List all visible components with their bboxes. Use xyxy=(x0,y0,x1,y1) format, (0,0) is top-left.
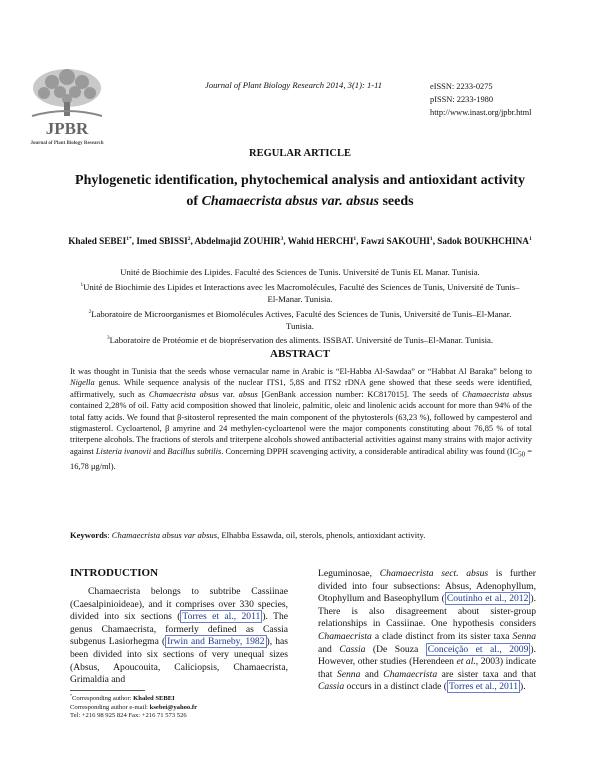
keywords-italic: Chamaecrista absus var absus xyxy=(111,530,218,540)
citation-link[interactable]: Irwin and Barneby, 1982 xyxy=(167,636,265,648)
author-name: Abdelmajid ZOUHIR xyxy=(194,236,281,247)
abstract-heading: ABSTRACT xyxy=(270,348,330,360)
email-link[interactable]: ksebei@yahoo.fr xyxy=(149,703,198,711)
pissn: pISSN: 2233-1980 xyxy=(430,95,494,104)
affiliation-line: $^1$Unité de Biochimie des Lipides et Interactions avec les Macromolécules, Faculté des Sciences de Tunis, Université de Tunis–El-Manar. Tunisia. xyxy=(80,281,520,304)
affiliation-line: $^2$Laboratoire de Microorganismes et Biomolécules Actives, Faculté des Sciences de Tunis, Université de Tunis–El-Manar. Tunisia. xyxy=(88,308,512,331)
footnote xyxy=(70,692,197,721)
author-affiliation-mark: 1* xyxy=(126,236,132,242)
journal-url[interactable]: http://www.inast.org/jpbr.html xyxy=(430,108,532,117)
intro-right-column: Leguminosae, Chamaecrista sect. absus is further divided into four subsections: Absus, Adenophyllum, Otophyllum and Baseophyllum ( Coutinho et al., 2012 ). There is also disagreement about sister-group relationships in Cassiinae. One hypothesis considers Chamaecrista a clade distinct from its sister taxa Senna and Cassia (De Souza Conceição et al., 2009 ). However, other studies (Herendeen et al., 2003) indicate that Senna and Chamaecrista are sister taxa and that Cassia occurs in a distinct clade ( Torres et al., 2011 ). xyxy=(318,568,536,693)
author-name: Wahid HERCHI xyxy=(287,236,354,247)
author-list: Khaled $SEBEI^{1*}$, Imed SBISSI$^2$, Abdelmajid ZOUHIR$^3$, Wahid HERCHI$^1$, Fawzi SAKOUHI$^1$, Sadok BOUKHCHINA$^1$ xyxy=(68,236,532,247)
journal-citation: Journal of Plant Biology Research 2014, 3(1): 1-11 xyxy=(205,80,383,90)
title-line-2: of Chamaecrista absus var. absus seeds xyxy=(186,194,414,209)
author-affiliation-mark: 2 xyxy=(187,236,191,242)
affiliation-line: $^3$Laboratoire de Protéomie et de biopréservation des aliments. ISSBAT. Université de Tunis–El-Manar. Tunisia. xyxy=(106,335,494,346)
intro-left-column: Chamaecrista belongs to subtribe Cassiinae (Caesalpinioideae), and it comprises over 330 species, divided into six sections ( Torres et al., 2011 ). The genus Chamaecrista, formerly defined as Cassia subgenus Lasiorhegma ( Irwin and Barneby, 1982 ), has been divided into six sections of very unequal sizes (Absus, Apoucouita, Caliciopsis, Chamaecrista, Grimaldia and xyxy=(70,586,288,686)
introduction-heading: INTRODUCTION xyxy=(70,567,159,579)
journal-logo xyxy=(12,66,122,150)
tree-logo-icon xyxy=(12,66,122,150)
eissn: eISSN: 2233-0275 xyxy=(430,82,493,91)
author-name: Sadok BOUKHCHINA xyxy=(437,236,529,247)
author-name: Khaled SEBEI xyxy=(68,236,127,247)
corresponding-email: Corresponding author e-mail: ksebei@yahoo.fr xyxy=(70,703,198,711)
affiliation-line: Unité de Biochimie des Lipides. Faculté des Sciences de Tunis. Université de Tunis EL Manar. Tunisia. xyxy=(120,267,480,277)
affiliations xyxy=(80,266,520,347)
abstract-body: It was thought in Tunisia that the seeds whose vernacular name in Arabic is “El-Habba Al-Sawdaa” or “Habbat Al Baraka” belong to Nigella genus. While sequence analysis of the nuclear ITS1, 5,8S and ITS2 rDNA gene showed that these seeds were identified, affirmatively, such as Chamaecrista absus var. absus [GenBank accession number: KC817015]. The seeds of Chamaecrista absus contained 2,28% of oil. Fatty acid composition showed that linoleic, palmitic, oleic and linolenic acids account for more than 94% of the total fatty acids. We found that β-sitosterol represented the main component of the phytosterols (63,23 %), followed by campesterol and stigmasterol. Cycloartenol, β amyrine and 24 methylen-cycloartenol were the major components constituting about 76,85 % of total triterpene alcohols. The fractions of sterols and triterpene alcohols showed antibacterial activities against many strains with major activity against Listeria ivanovii and Bacillus subtilis. Concerning DPPH scavenging activity, a considerable antiradical ability was found ($IC_{50} = 16,78$ μg/ml). xyxy=(70,367,532,471)
author-name: Imed SBISSI xyxy=(136,236,188,247)
citation-link[interactable]: Torres et al., 2011 xyxy=(182,611,261,623)
footnote-rule xyxy=(70,690,145,691)
author-affiliation-mark: 1 xyxy=(429,236,433,242)
keywords: Keywords: Chamaecrista absus var absus, Elhabba Essawda, oil, sterols, phenols, antioxidant activity. xyxy=(70,530,426,540)
issn-block xyxy=(430,80,531,119)
keywords-label: Keywords xyxy=(70,530,108,540)
tel-fax: Tel: +216 98 925 824 Fax: +216 71 573 526 xyxy=(70,712,187,720)
author-name: Fawzi SAKOUHI xyxy=(360,236,430,247)
citation-link[interactable]: Torres et al., 2011 xyxy=(448,681,519,693)
corresponding-author: *Corresponding author: Khaled SEBEI xyxy=(70,693,175,703)
citation-link[interactable]: Conceição et al., 2009 xyxy=(427,643,529,655)
author-affiliation-mark: 3 xyxy=(280,236,284,242)
paper-title xyxy=(60,170,540,212)
title-line-1: Phylogenetic identification, phytochemical analysis and antioxidant activity xyxy=(75,173,525,188)
svg-text:Journal of Plant Biology Resea: Journal of Plant Biology Research xyxy=(30,141,104,146)
svg-text:JPBR: JPBR xyxy=(45,119,89,138)
citation-link[interactable]: Coutinho et al., 2012 xyxy=(446,593,529,605)
author-affiliation-mark: 1 xyxy=(353,236,357,242)
author-affiliation-mark: 1 xyxy=(528,236,532,242)
keywords-rest: , Elhabba Essawda, oil, sterols, phenols, antioxidant activity. xyxy=(217,530,426,540)
article-type: REGULAR ARTICLE xyxy=(248,148,352,159)
